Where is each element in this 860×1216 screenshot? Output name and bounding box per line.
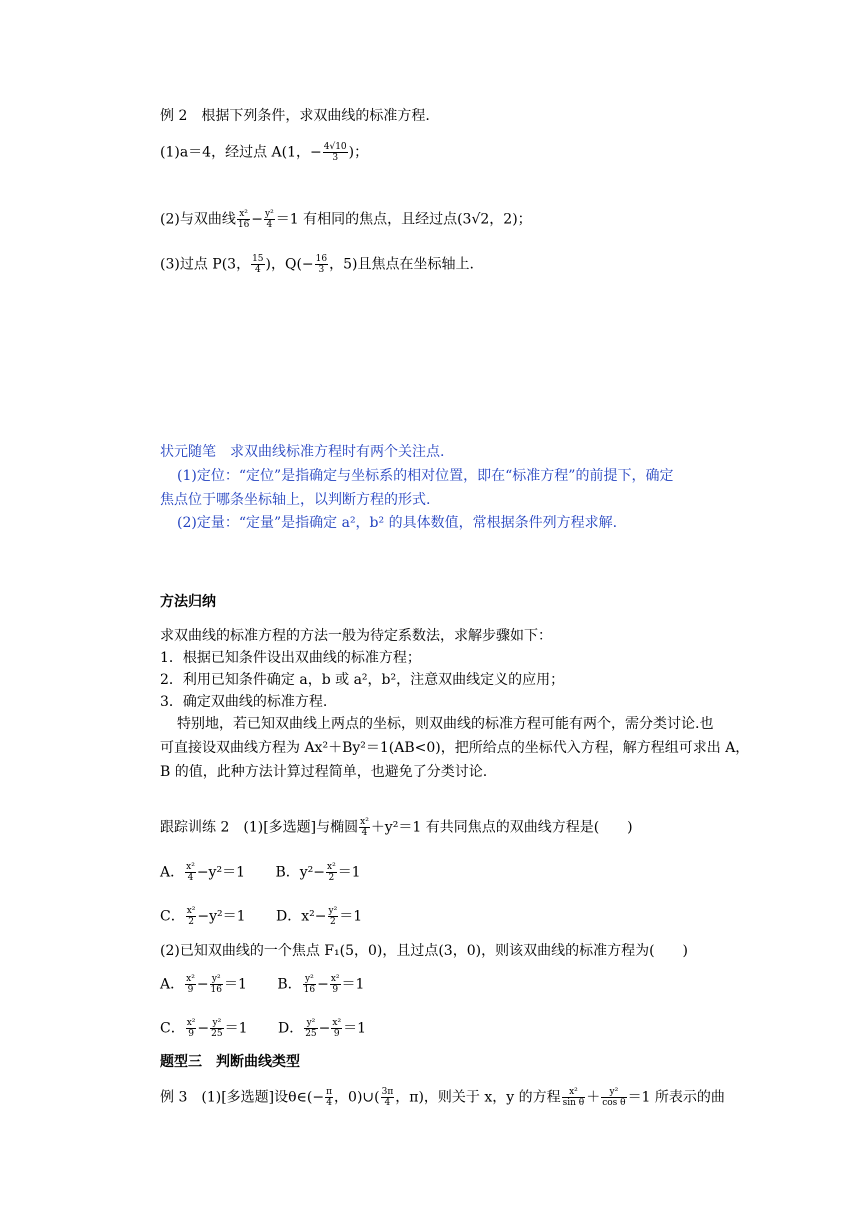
training-2-q2-options-cd	[160, 1018, 366, 1039]
fraction: $\frac{\text{y²}}{\text{cos θ}}$	[602, 1087, 626, 1108]
fraction: $\frac{\text{x²}}{2}$	[186, 906, 196, 927]
example-2-part-2: (2)与双曲线 $\frac{\text{x²}}{16}$ − $\frac{\text{y²}}{4}$ ＝1 有相同的焦点，且经过点(3√2，2)；	[160, 209, 532, 230]
example-2-part-3: (3)过点 P(3， $\frac{15}{4}$ )，Q(− $\frac{16}{3}$ ，5)且焦点在坐标轴上.	[160, 254, 474, 275]
method-line-3: 2．利用已知条件确定 a，b 或 a²，b²，注意双曲线定义的应用；	[160, 672, 565, 688]
fraction: $\frac{\text{x²}}{9}$	[186, 974, 195, 995]
fraction: $\frac{\text{x²}}{4}$	[360, 817, 369, 838]
notes-line-3: 焦点位于哪条坐标轴上，以判断方程的形式.	[160, 492, 431, 508]
option-d: D． $\frac{\text{y²}}{25}$ − $\frac{\text{x²}}{9}$ ＝1	[277, 1018, 366, 1039]
fraction: $\frac{\text{x²}}{9}$	[330, 974, 340, 995]
fraction: $\frac{\text{x²}}{9}$	[186, 1018, 196, 1039]
fraction: $\frac{\text{y²}}{16}$	[210, 974, 222, 995]
fraction: $\frac{\text{x²}}{2}$	[327, 862, 336, 883]
example-2-title: 例 2 根据下列条件，求双曲线的标准方程.	[160, 108, 430, 124]
fraction: $\frac{4√10}{3}$	[323, 142, 347, 163]
notes-heading: 状元随笔 求双曲线标准方程时有两个关注点.	[160, 444, 445, 460]
example-3-question: 例 3 (1)[多选题]设θ∈(− $\frac{\pi}{4}$ ，0)∪( $\frac{3\pi}{4}$ ，π)，则关于 x，y 的方程 $\frac{\text{x²}}{\text{sin θ}}$ ＋ $\frac{\text{y²}}{\text{cos θ}}$ ＝1 所表示的曲	[160, 1087, 725, 1108]
option-c: C． $\frac{\text{x²}}{2}$ −y²＝1	[160, 906, 246, 927]
fraction: $\frac{3\pi}{4}$	[381, 1087, 394, 1108]
method-line-1: 求双曲线的标准方程的方法一般为待定系数法，求解步骤如下：	[160, 628, 552, 644]
training-2-options-ab	[160, 862, 361, 883]
method-line-6: 可直接设双曲线方程为 Ax²＋By²＝1(AB<0)，把所给点的坐标代入方程，解方程组可求出 A，	[160, 740, 750, 756]
method-line-2: 1．根据已知条件设出双曲线的标准方程；	[160, 650, 421, 666]
method-line-4: 3．确定双曲线的标准方程.	[160, 694, 328, 710]
notes-line-4: (2)定量：“定量”是指确定 a²，b² 的具体数值，常根据条件列方程求解.	[177, 515, 618, 531]
fraction: $\frac{\text{y²}}{25}$	[211, 1018, 223, 1039]
method-heading: 方法归纳	[160, 594, 216, 610]
training-2-question-2: (2)已知双曲线的一个焦点 F₁(5，0)，且过点(3，0)，则该双曲线的标准方程为( )	[160, 943, 689, 959]
option-a: A． $\frac{\text{x²}}{4}$ −y²＝1	[160, 862, 245, 883]
fraction: $\frac{\text{y²}}{16}$	[303, 974, 316, 995]
fraction: $\frac{\text{x²}}{4}$	[186, 862, 195, 883]
option-a: A． $\frac{\text{x²}}{9}$ − $\frac{\text{y²}}{16}$ ＝1	[160, 974, 247, 995]
example-2-part-1: (1)a＝4，经过点 A(1，− $\frac{4√10}{3}$ )；	[160, 142, 369, 163]
fraction: $\frac{\pi}{4}$	[326, 1087, 333, 1108]
training-2-q2-options-ab	[160, 974, 364, 995]
option-b: B． $\frac{\text{y²}}{16}$ − $\frac{\text{x²}}{9}$ ＝1	[277, 974, 365, 995]
method-line-5: 特别地，若已知双曲线上两点的坐标，则双曲线的标准方程可能有两个，需分类讨论.也	[177, 716, 714, 732]
fraction: $\frac{\text{x²}}{9}$	[332, 1018, 342, 1039]
training-2-question-1: 跟踪训练 2 (1)[多选题]与椭圆 $\frac{\text{x²}}{4}$ ＋y²＝1 有共同焦点的双曲线方程是( )	[160, 817, 633, 838]
section-heading-type-3: 题型三 判断曲线类型	[160, 1054, 300, 1070]
fraction: $\frac{\text{y²}}{2}$	[328, 906, 338, 927]
fraction: $\frac{\text{x²}}{\text{sin θ}}$	[562, 1087, 585, 1108]
option-b: B．y²− $\frac{\text{x²}}{2}$ ＝1	[275, 862, 361, 883]
option-c: C． $\frac{\text{x²}}{9}$ − $\frac{\text{y²}}{25}$ ＝1	[160, 1018, 248, 1039]
method-line-7: B 的值，此种方法计算过程简单，也避免了分类讨论.	[160, 764, 488, 780]
fraction: $\frac{\text{x²}}{16}$	[237, 209, 250, 230]
notes-line-2: (1)定位：“定位”是指确定与坐标系的相对位置，即在“标准方程”的前提下，确定	[177, 468, 674, 484]
fraction: $\frac{\text{y²}}{25}$	[305, 1018, 317, 1039]
fraction: $\frac{15}{4}$	[252, 254, 264, 275]
option-d: D．x²− $\frac{\text{y²}}{2}$ ＝1	[276, 906, 363, 927]
training-2-options-cd	[160, 906, 362, 927]
fraction: $\frac{16}{3}$	[315, 254, 328, 275]
fraction: $\frac{\text{y²}}{4}$	[265, 209, 274, 230]
